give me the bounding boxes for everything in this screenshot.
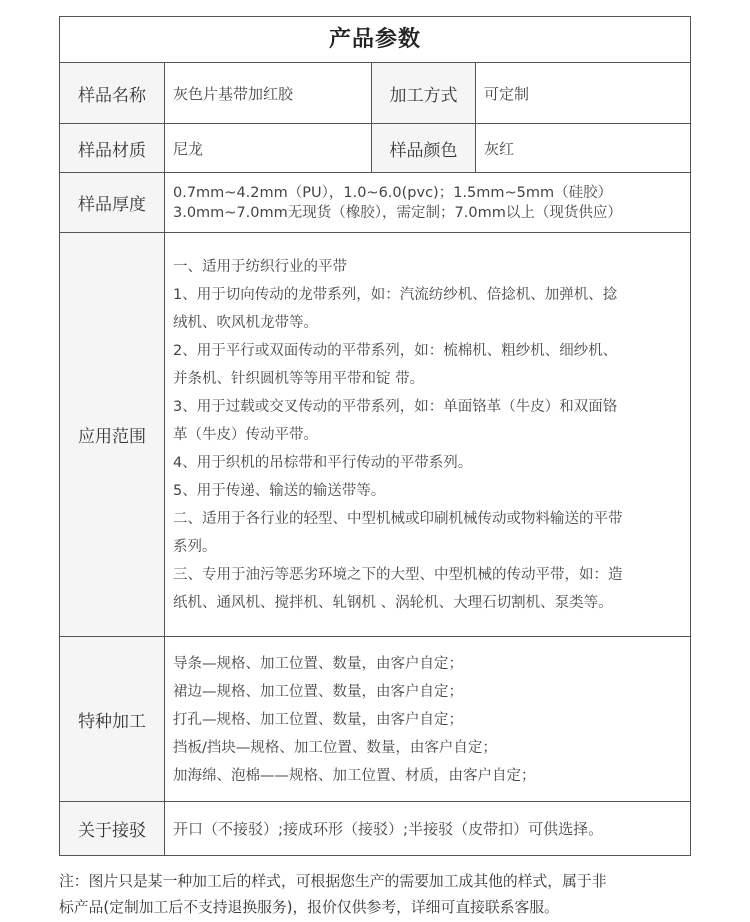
thickness-line: 3.0mm~7.0mm无现货（橡胶），需定制；7.0mm以上（现货供应） [173, 204, 622, 221]
footnote [59, 869, 699, 921]
application-line: 4、用于织机的吊棕带和平行传动的平带系列。 [173, 455, 473, 471]
special-line: 挡板/挡块—规格、加工位置、数量，由客户自定； [173, 740, 497, 756]
application-line: 绒机、吹风机龙带等。 [173, 315, 318, 331]
special-line: 裙边—规格、加工位置、数量，由客户自定； [173, 684, 463, 700]
special-processing-text [165, 637, 690, 801]
value-sample-thickness [165, 173, 690, 232]
row-sample-name [60, 63, 690, 124]
application-line: 1、用于切向传动的龙带系列，如：汽流纺纱机、倍捻机、加弹机、捻 [173, 287, 618, 303]
footnote-line: 标产品(定制加工后不支持退换服务)，报价仅供参考，详细可直接联系客服。 [59, 899, 559, 916]
row-joint [60, 802, 690, 855]
application-line: 一、适用于纺织行业的平带 [173, 259, 347, 275]
label-sample-thickness: 样品厚度 [60, 173, 165, 232]
label-special-processing: 特种加工 [60, 637, 165, 801]
value-sample-name: 灰色片基带加红胶 [173, 84, 294, 103]
row-special-processing [60, 637, 690, 802]
table-title: 产品参数 [60, 17, 690, 63]
application-line: 3、用于过载或交叉传动的平带系列，如：单面铬革（牛皮）和双面铬 [173, 399, 618, 415]
label-processing-method: 加工方式 [371, 63, 476, 123]
thickness-line: 0.7mm~4.2mm（PU），1.0~6.0(pvc)；1.5mm~5mm（硅胶） [173, 184, 613, 201]
label-application-scope: 应用范围 [60, 233, 165, 636]
application-line: 并条机、针织圆机等等用平带和锭 带。 [173, 371, 425, 387]
label-joint: 关于接驳 [60, 802, 165, 855]
row-sample-material [60, 124, 690, 173]
special-line: 打孔—规格、加工位置、数量，由客户自定； [173, 712, 463, 728]
footnote-line: 注：图片只是某一种加工后的样式，可根据您生产的需要加工成其他的样式，属于非 [59, 873, 607, 890]
application-line: 革（牛皮）传动平带。 [173, 427, 318, 443]
label-sample-name: 样品名称 [60, 63, 165, 123]
value-sample-material: 尼龙 [173, 139, 204, 158]
value-sample-color: 灰红 [484, 139, 515, 158]
application-line: 2、用于平行或双面传动的平带系列，如：梳棉机、粗纱机、细纱机、 [173, 343, 618, 359]
application-text [165, 233, 690, 636]
value-processing-method: 可定制 [484, 84, 530, 103]
product-parameters-table [59, 16, 691, 856]
value-joint: 开口（不接驳）;接成环形（接驳）;半接驳（皮带扣）可供选择。 [173, 820, 604, 838]
special-line: 导条—规格、加工位置、数量，由客户自定； [173, 656, 463, 672]
row-application-scope [60, 233, 690, 637]
row-sample-thickness [60, 173, 690, 233]
application-line: 二、适用于各行业的轻型、中型机械或印刷机械传动或物料输送的平带 [173, 511, 623, 527]
label-sample-color: 样品颜色 [371, 124, 476, 172]
application-line: 5、用于传递、输送的输送带等。 [173, 483, 386, 499]
application-line: 纸机、通风机、搅拌机、轧钢机 、涡轮机、大理石切割机、泵类等。 [173, 595, 613, 611]
application-line: 系列。 [173, 539, 217, 555]
special-line: 加海绵、泡棉——规格、加工位置、材质，由客户自定； [173, 768, 536, 784]
application-line: 三、专用于油污等恶劣环境之下的大型、中型机械的传动平带，如：造 [173, 567, 623, 583]
label-sample-material: 样品材质 [60, 124, 165, 172]
